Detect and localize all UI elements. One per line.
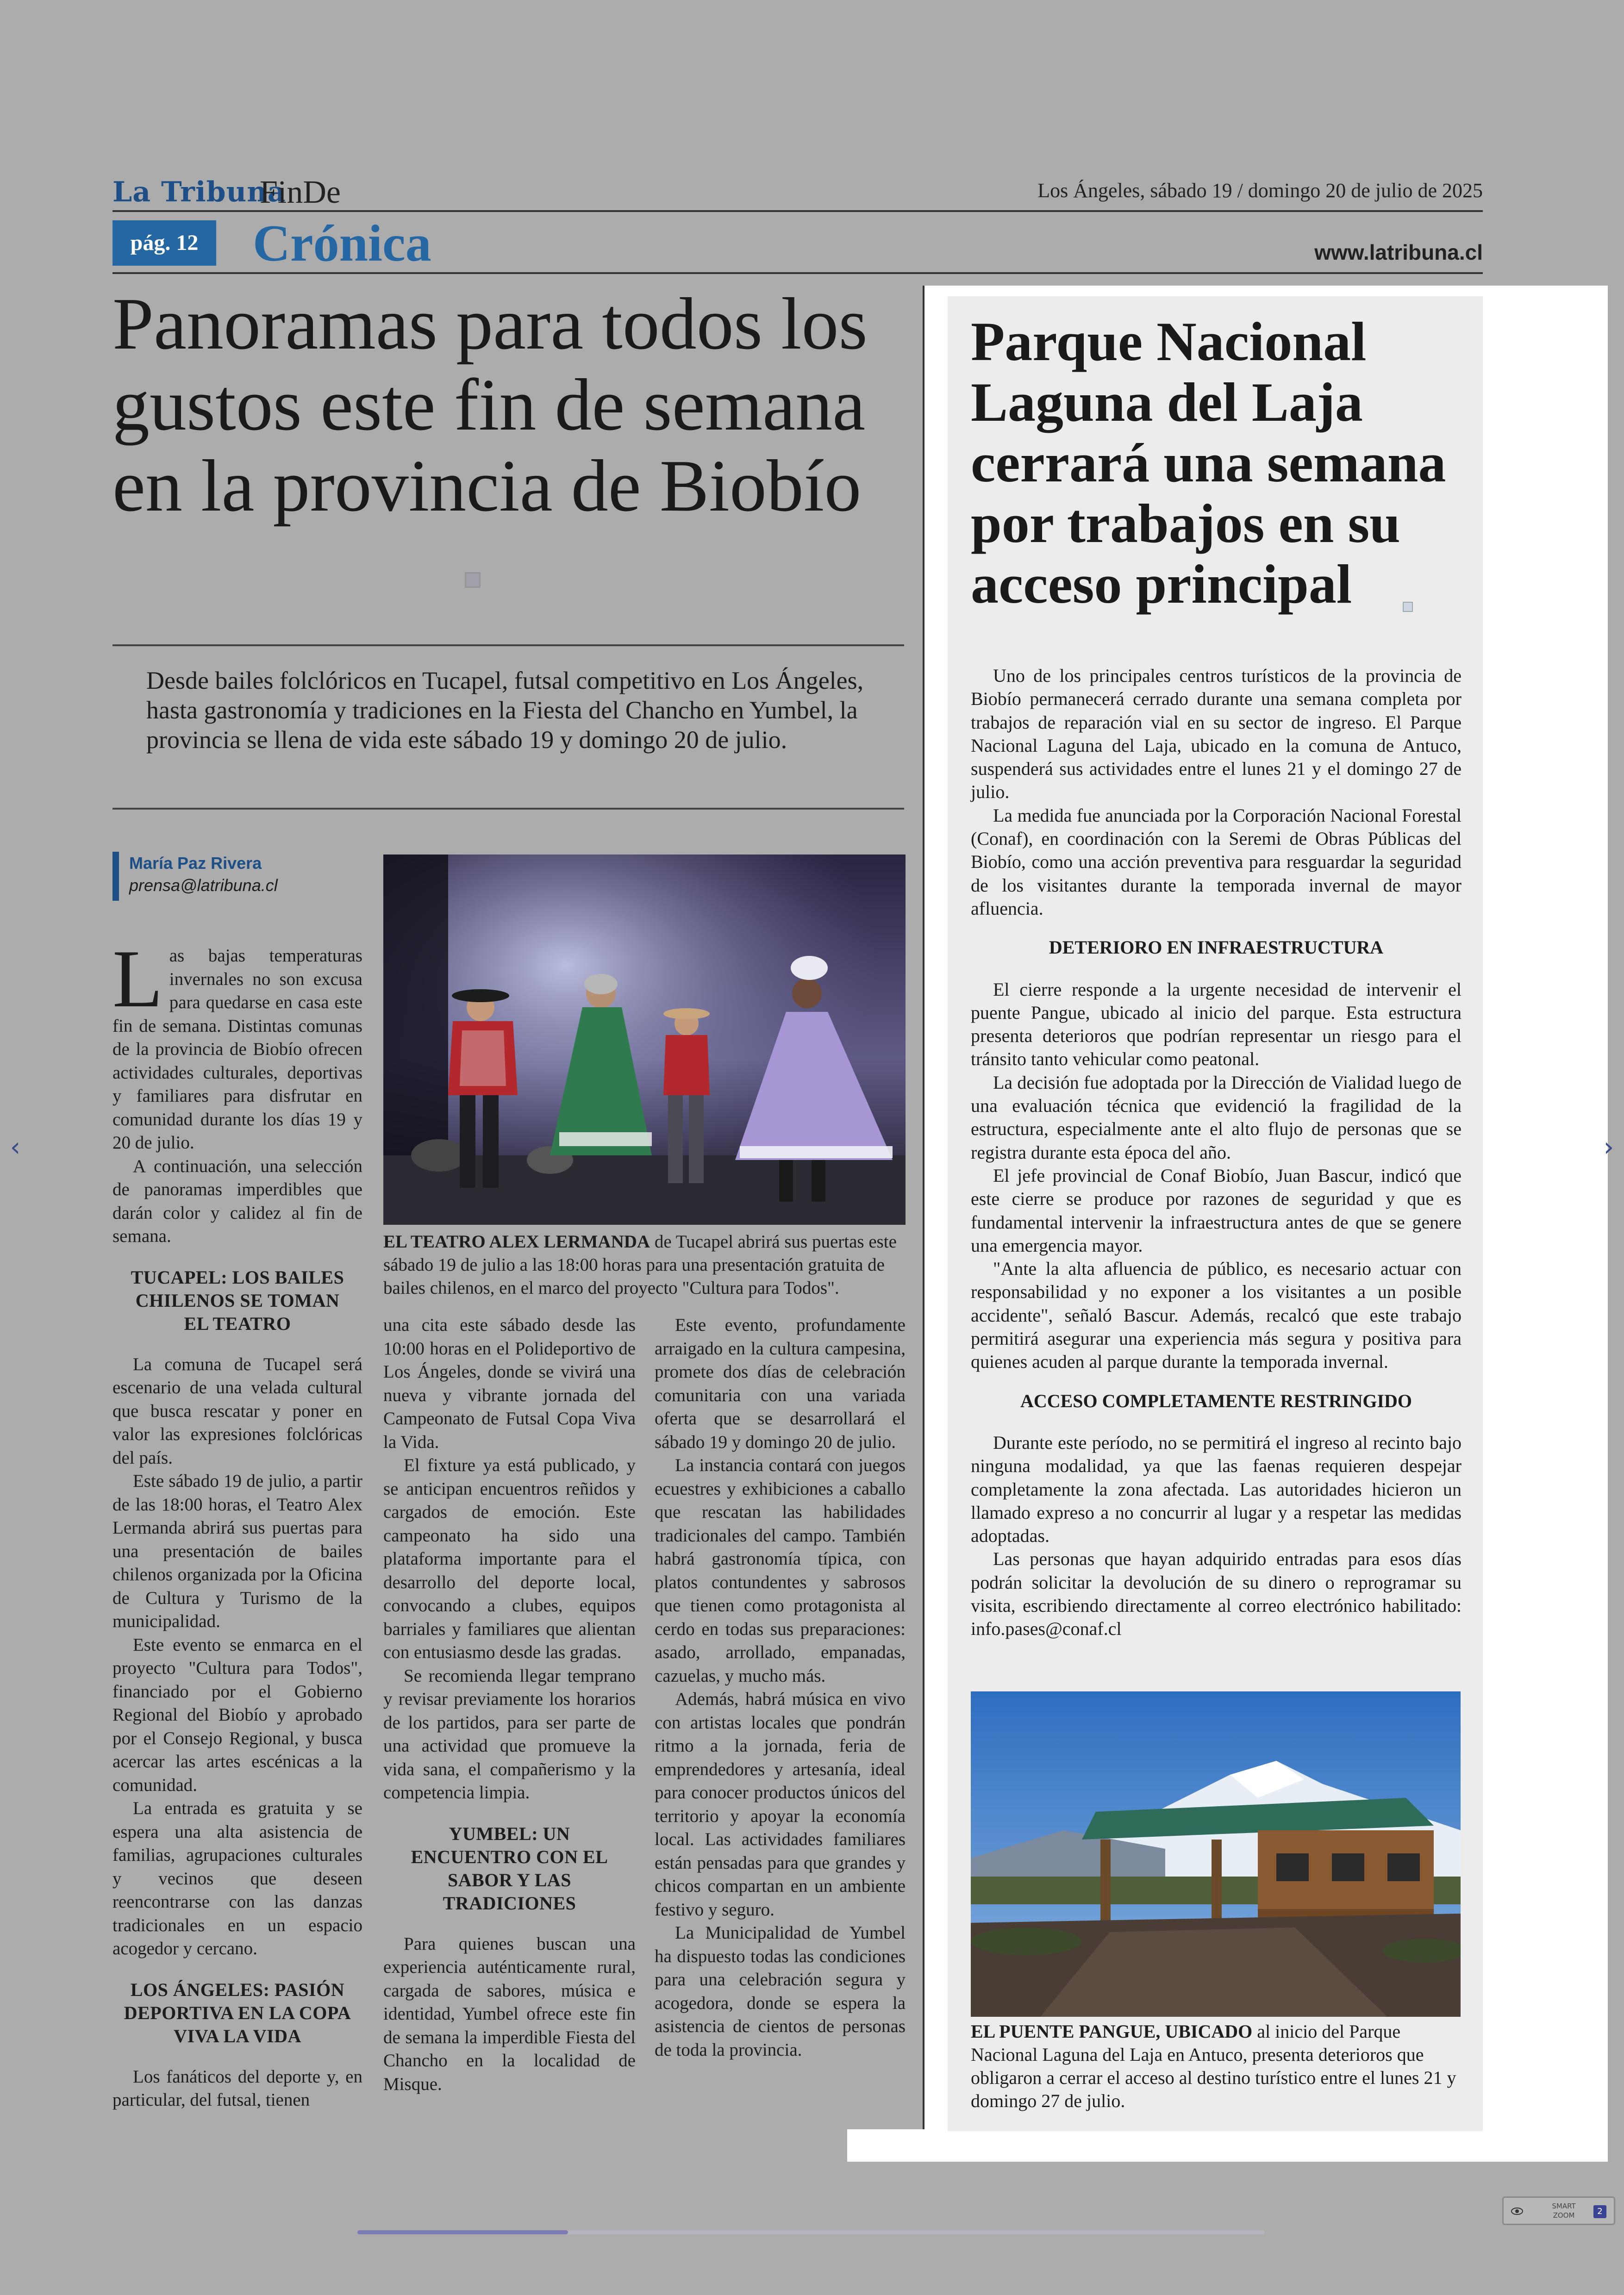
paragraph: La instancia contará con juegos ecuestres y exhibiciones a caballo que rescatan las habilidades tradicionales del campo. También habrá gastronomía típica, con platos contundentes y sabrosos que tienen como protagonista al cerdo en todas sus preparaciones: asado, arrollado, empanadas, cazuelas, y mucho más.	[655, 1455, 906, 1686]
side-article-body	[971, 664, 1462, 1641]
next-page-icon[interactable]: ›	[1603, 1132, 1614, 1162]
column-rule	[923, 286, 924, 2133]
annotation-marker-icon[interactable]	[465, 572, 481, 588]
dance-photo-image	[383, 854, 906, 1225]
article-column-2	[383, 1314, 636, 2096]
page-progress-bar[interactable]	[357, 2230, 1265, 2234]
paragraph: La decisión fue adoptada por la Dirección de Vialidad luego de una evaluación técnica que evidenció la fragilidad de la estructura, especialmente ante el alto flujo de personas que se registra durante esta época del año.	[971, 1072, 1462, 1163]
paragraph: Durante este período, no se permitirá el ingreso al recinto bajo ninguna modalidad, ya que las faenas requieren despejar completamente la zona afectada. Las autoridades hicieron un llamado expreso a no concurrir al lugar y a respetar las medidas adoptadas.	[971, 1432, 1462, 1547]
park-entrance-photo-image	[971, 1691, 1461, 2017]
selected-article-highlight-foot	[847, 2129, 1608, 2162]
side-photo-caption: EL PUENTE PANGUE, UBICADO al inicio del Parque Nacional Laguna del Laja en Antuco, presenta deterioros que obligaron a cerrar el acceso al destino turístico entre el lunes 21 y domingo 27 de julio.	[971, 2021, 1456, 2111]
subhead-acceso: ACCESO COMPLETAMENTE RESTRINGIDO	[1020, 1390, 1412, 1411]
subhead-tucapel: TUCAPEL: LOS BAILES CHILENOS SE TOMAN EL TEATRO	[131, 1266, 344, 1334]
paragraph: Este sábado 19 de julio, a partir de las 18:00 horas, el Teatro Alex Lermanda abrirá sus puertas para una presentación de bailes chilenos organizada por la Oficina de Cultura y Turismo de la municipalidad.	[112, 1471, 362, 1631]
zoom-level-badge: 2	[1593, 2205, 1606, 2218]
intro-paragraph: Las bajas temperaturas invernales no son excusa para quedarse en casa este fin de semana. Distintas comunas de la provincia de Biobío ofrecen actividades culturales, deportivas y familiares para disfrutar en comunidad durante los días 19 y 20 de julio.	[112, 933, 362, 1153]
paragraph: Para quienes buscan una experiencia auténticamente rural, cargada de sabores, música e identidad, Yumbel ofrece este fin de semana la imperdible Fiesta del Chancho en la localidad de Misque.	[383, 1933, 636, 2094]
newspaper-logo: La Tribuna	[112, 176, 286, 208]
section-title: Crónica	[253, 215, 431, 272]
article-deck: Desde bailes folclóricos en Tucapel, futsal competitivo en Los Ángeles, hasta gastronomía y tradiciones en la Fiesta del Chancho en Yumbel, la provincia se llena de vida este sábado 19 y domingo 20 de julio.	[146, 667, 864, 754]
article-column-1	[112, 933, 362, 2112]
paragraph: "Ante la alta afluencia de público, es necesario actuar con responsabilidad y no exponer a los visitantes a un posible accidente", señaló Bascur. Además, recalcó que este trabajo permitirá asegurar una experiencia más segura y positiva para quienes acuden al parque durante la temporada invernal.	[971, 1258, 1462, 1372]
paragraph: El fixture ya está publicado, y se anticipan encuentros reñidos y cargados de emoción. Este campeonato ha sido una plataforma importante para el desarrollo del deporte local, convocando a clubes, equipos barriales y familiares que alientan con entusiasmo desde las gradas.	[383, 1455, 636, 1662]
paragraph: Uno de los principales centros turísticos de la provincia de Biobío permanecerá cerrado durante una semana completa por trabajos de reparación vial en su sector de ingreso. El Parque Nacional Laguna del Laja, ubicado en la comuna de Antuco, suspenderá sus actividades entre el lunes 21 y el domingo 27 de julio.	[971, 665, 1462, 803]
park-entrance-photo[interactable]	[971, 1691, 1461, 2017]
paragraph: La entrada es gratuita y se espera una alta asistencia de familias, agrupaciones culturales y vecinos que deseen reencontrarse con las danzas tradicionales en un espacio acogedor y cercano.	[112, 1798, 362, 1958]
dance-photo[interactable]	[383, 854, 906, 1225]
website-url: www.latribuna.cl	[1314, 240, 1483, 264]
page-number-badge: pág. 12	[112, 220, 216, 266]
paragraph: Este evento se enmarca en el proyecto "Cultura para Todos", financiado por el Gobierno Regional del Biobío y aprobado por el Consejo Regional, y busca acercar las artes escénicas a la comunidad.	[112, 1634, 362, 1795]
article-column-3	[655, 1314, 906, 2062]
eye-icon	[1510, 2204, 1524, 2218]
supplement-name: FinDe	[260, 175, 341, 210]
masthead	[112, 172, 1483, 212]
photo-caption: EL TEATRO ALEX LERMANDA de Tucapel abrirá sus puertas este sábado 19 de julio a las 18:00 horas para una presentación gratuita de bailes chilenos, en el marco del proyecto "Cultura para Todos".	[383, 1232, 897, 1298]
subhead-los-angeles: LOS ÁNGELES: PASIÓN DEPORTIVA EN LA COPA VIVA LA VIDA	[124, 1979, 351, 2046]
annotation-marker-icon[interactable]	[1403, 602, 1413, 612]
paragraph: Los fanáticos del deporte y, en particular, del futsal, tienen	[112, 2066, 362, 2110]
paragraph: Se recomienda llegar temprano y revisar previamente los horarios de los partidos, para ser parte de una actividad que promueve la vida sana, el compañerismo y la competencia limpia.	[383, 1665, 636, 1802]
smart-zoom-button[interactable]	[1502, 2196, 1615, 2225]
main-headline: Panoramas para todos los gustos este fin de semana en la provincia de Biobío	[112, 282, 868, 527]
drop-cap: L	[112, 933, 163, 1024]
paragraph: Este evento, profundamente arraigado en la cultura campesina, promete dos días de celebración comunitaria con una variada oferta que se desarrollará el sábado 19 y domingo 20 de julio.	[655, 1315, 906, 1452]
paragraph: El cierre responde a la urgente necesidad de intervenir el puente Pangue, ubicado al inicio del parque. Esta estructura presenta deterioros que podrían representar un riesgo para el tránsito tanto vehicular como peatonal.	[971, 979, 1462, 1070]
paragraph: A continuación, una selección de panoramas imperdibles que darán color y calidez al fin de semana.	[112, 1156, 362, 1246]
previous-page-icon[interactable]: ‹	[10, 1132, 21, 1162]
side-headline: Parque Nacional Laguna del Laja cerrará una semana por trabajos en su acceso principal	[971, 311, 1446, 615]
paragraph: El jefe provincial de Conaf Biobío, Juan Bascur, indicó que este cierre se produce por razones de seguridad y que es fundamental intervenir la infraestructura antes de que se genere una emergencia mayor.	[971, 1165, 1462, 1256]
section-header	[112, 214, 1483, 274]
page-progress-fill	[357, 2230, 568, 2234]
edition-date: Los Ángeles, sábado 19 / domingo 20 de julio de 2025	[1037, 179, 1483, 202]
subhead-yumbel: YUMBEL: UN ENCUENTRO CON EL SABOR Y LAS TRADICIONES	[411, 1823, 608, 1914]
paragraph: una cita este sábado desde las 10:00 horas en el Polideportivo de Los Ángeles, donde se vivirá una nueva y vibrante jornada del Campeonato de Futsal Copa Viva la Vida.	[383, 1315, 636, 1452]
author-email: prensa@latribuna.cl	[129, 876, 278, 895]
paragraph: La Municipalidad de Yumbel ha dispuesto todas las condiciones para una celebración segura y acogedora, donde se espera la asistencia de cientos de personas de toda la provincia.	[655, 1923, 906, 2060]
paragraph: La medida fue anunciada por la Corporación Nacional Forestal (Conaf), en coordinación con la Seremi de Obras Públicas del Biobío, como una acción preventiva para resguardar la seguridad de los visitantes durante la temporada invernal de mayor afluencia.	[971, 804, 1462, 919]
divider	[112, 644, 904, 646]
paragraph: Las personas que hayan adquirido entradas para esos días podrán solicitar la devolución de su dinero o reprogramar su visita, escribiendo directamente al correo electrónico habilitado: info.pases@conaf.cl	[971, 1548, 1462, 1640]
paragraph: Además, habrá música en vivo con artistas locales que pondrán ritmo a la jornada, feria de emprendedores y artesanía, ideal para conocer productos únicos del territorio y apoyar la economía local. Las actividades familiares están pensadas para que grandes y chicos compartan en un ambiente festivo y seguro.	[655, 1689, 906, 1920]
divider	[112, 808, 904, 810]
byline	[112, 852, 278, 901]
author-name: María Paz Rivera	[129, 854, 262, 873]
smart-zoom-label: SMART ZOOM	[1552, 2202, 1576, 2220]
paragraph: La comuna de Tucapel será escenario de una velada cultural que busca rescatar y poner en valor las expresiones folclóricas del país.	[112, 1354, 362, 1468]
subhead-deterioro: DETERIORO EN INFRAESTRUCTURA	[1049, 937, 1384, 958]
